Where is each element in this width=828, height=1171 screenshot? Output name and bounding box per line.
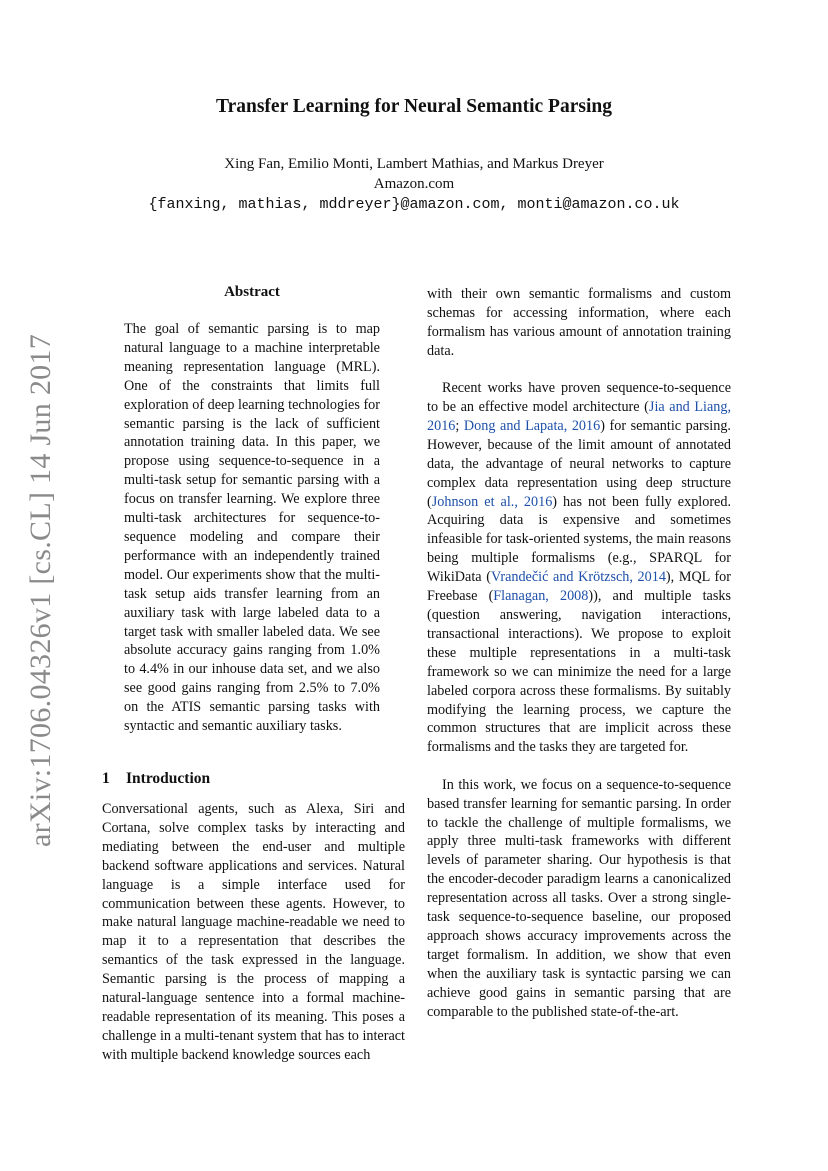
paragraph-text: ;	[455, 417, 464, 434]
paragraph-text: ) for semantic parsing. However, because of the limit amount of annotated data, the advantage of neural networks to capture complex data representation using deep structure (	[427, 417, 731, 510]
abstract-body: The goal of semantic parsing is to map natural language to a machine interpretable meaning representation language (MRL). One of the constraints that limits full exploration of deep learning technologies for semantic parsing is the lack of sufficient annotation training data. In this paper, we propose using sequence-to-sequence in a multi-task setup for semantic parsing with a focus on transfer learning. We explore three multi-task architectures for sequence-to-sequence modeling and compare their performance with an independently trained model. Our experiments show that the multi-task setup aids transfer learning from an auxiliary task with large labeled data to a target task with smaller labeled data. We see absolute accuracy gains ranging from 1.0% to 4.4% in our inhouse data set, and we also see good gains ranging from 2.5% to 7.0% on the ATIS semantic parsing tasks with syntactic and semantic auxiliary tasks.	[124, 321, 380, 735]
abstract-heading: Abstract	[224, 284, 280, 300]
section-heading-introduction	[102, 770, 210, 788]
paragraph-text: )), and multiple tasks (question answering, navigation interactions, transactional interactions). We propose to exploit these multiple representations in a multi-task framework so we can minimize the need for a large labeled corpora across these formalisms. By suitably modifying the learning process, we capture the common structures that are implicit across these formalisms and the tasks they are targeted for.	[427, 588, 731, 756]
author-list: Xing Fan, Emilio Monti, Lambert Mathias, and Markus Dreyer	[224, 156, 604, 172]
paragraph-text: ) has not been fully explored. Acquiring data is expensive and sometimes infeasible for task-oriented systems, the main reasons being multiple formalisms (e.g., SPARQL for WikiData (	[427, 493, 731, 586]
section-number: 1	[102, 770, 110, 787]
section-title: Introduction	[126, 770, 211, 787]
citation-link[interactable]: Flanagan, 2008	[493, 588, 589, 605]
paragraph-text: ), MQL for Freebase (	[427, 569, 732, 605]
affiliation: Amazon.com	[373, 176, 455, 192]
arxiv-stamp: arXiv:1706.04326v1 [cs.CL] 14 Jun 2017	[24, 333, 57, 847]
introduction-paragraph-1: Conversational agents, such as Alexa, Siri and Cortana, solve complex tasks by interacting and mediating between the end-user and multiple backend software applications and services. Natural language is a simple interface used for communication between these agents. However, to make natural language machine-readable we need to map it to a representation that describes the semantics of the task expressed in the language. Semantic parsing is the process of mapping a natural-language sentence into a formal machine-readable representation of its meaning. This poses a challenge in a multi-tenant system that has to interact with multiple backend knowledge sources each	[102, 801, 405, 1063]
paragraph-text: Recent works have proven sequence-to-sequence to be an effective model architecture (	[427, 380, 731, 416]
right-paragraph-1: with their own semantic formalisms and custom schemas for accessing information, where each formalism has various amount of annotation training data.	[427, 286, 731, 359]
citation-link[interactable]: Jia and Liang, 2016	[427, 399, 732, 434]
right-paragraph-2	[427, 379, 731, 757]
citation-link[interactable]: Vrandečić and Krötzsch, 2014	[490, 569, 666, 586]
citation-link[interactable]: Johnson et al., 2016	[431, 493, 553, 510]
right-column	[427, 285, 731, 1022]
citation-link[interactable]: Dong and Lapata, 2016	[463, 417, 601, 434]
right-paragraph-3: In this work, we focus on a sequence-to-sequence based transfer learning for semantic parsing. In order to tackle the challenge of multiple formalisms, we apply three multi-task frameworks with different levels of parameter sharing. Our hypothesis is that the encoder-decoder paradigm learns a canonicalized representation across all tasks. Over a strong single-task sequence-to-sequence baseline, our proposed approach shows accuracy improvements across the target formalism. In addition, we show that even when the auxiliary task is syntactic parsing we can achieve good gains in semantic parsing that are comparable to the published state-of-the-art.	[427, 776, 731, 1020]
paper-title: Transfer Learning for Neural Semantic Parsing	[216, 96, 612, 117]
author-emails: {fanxing, mathias, mddreyer}@amazon.com, monti@amazon.co.uk	[148, 196, 680, 213]
